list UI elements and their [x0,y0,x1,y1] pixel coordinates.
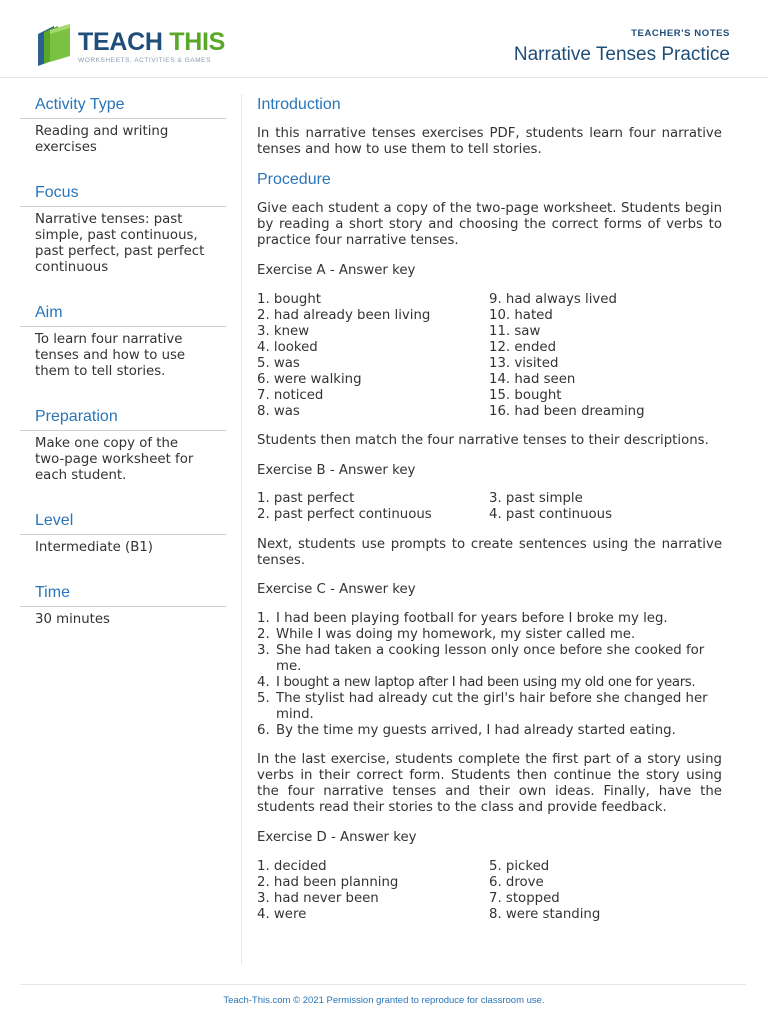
introduction-text: In this narrative tenses exercises PDF, students learn four narrative tenses and how to use them to tell stories. [257,126,722,157]
main-content [257,94,722,923]
answer-item: 8. was [257,404,300,419]
last-exercise-text: In the last exercise, students complete the first part of a story using verbs in their correct form. Students then continue the story using the four narrative tenses and their own ideas. Finally, have the students read their stories to the class and provide feedback. [257,752,722,815]
page-header [0,0,768,78]
introduction-heading: Introduction [257,96,341,113]
sidebar-line: exercises [35,140,97,155]
sidebar-activity-type [20,94,226,182]
answer-column-right [489,491,721,523]
footer-divider [20,984,746,985]
answer-item: 1. decided [257,859,327,874]
procedure-text: Give each student a copy of the two-page worksheet. Students begin by reading a short story and choosing the correct forms of verbs to practice four narrative tenses. [257,201,722,248]
sidebar-body [20,207,226,276]
book-icon [36,24,76,68]
answer-item: 8. were standing [489,907,601,922]
answer-item: 12. ended [489,340,557,355]
sidebar-line: Narrative tenses: past [35,212,183,227]
sidebar-line: past perfect, past perfect [35,244,205,259]
exercise-d-answers [257,859,722,923]
exercise-d-label: Exercise D - Answer key [257,830,417,845]
procedure-heading: Procedure [257,171,331,188]
sidebar-body [20,535,226,556]
item-number: 5. [257,691,270,706]
sidebar-line: To learn four narrative [35,332,183,347]
logo-wordmark [78,28,225,57]
answer-item: 2. had already been living [257,308,431,323]
item-number: 4. [257,675,270,690]
answer-item: 3. had never been [257,891,379,906]
answer-item: 16. had been dreaming [489,404,645,419]
column-divider [241,94,242,964]
sidebar-line: Reading and writing [35,124,169,139]
sidebar-line: two-page worksheet for [35,452,194,467]
item-text: I had been playing football for years before I broke my leg. [276,611,668,626]
sidebar-line: simple, past continuous, [35,228,198,243]
exercise-c-label: Exercise C - Answer key [257,582,416,597]
item-text: By the time my guests arrived, I had already started eating. [276,723,676,738]
answer-item [257,643,722,675]
answer-item: 14. had seen [489,372,576,387]
answer-item: 4. looked [257,340,318,355]
answer-item: 4. were [257,907,307,922]
answer-item [257,723,722,739]
sidebar-line: them to tell stories. [35,364,166,379]
answer-item: 2. past perfect continuous [257,507,432,522]
answer-column-left [257,491,489,523]
answer-column-left [257,292,489,420]
sidebar-heading: Preparation [20,406,226,431]
sidebar-heading: Activity Type [20,94,226,119]
answer-item: 7. stopped [489,891,560,906]
exercise-c-answers [257,611,722,739]
sidebar-line: each student. [35,468,127,483]
item-text: I bought a new laptop after I had been using my old one for years. [276,675,696,690]
item-text: The stylist had already cut the girl's hair before she changed her mind. [276,691,708,722]
exercise-a-answers [257,292,722,420]
sidebar-line: continuous [35,260,109,275]
sidebar-aim [20,302,226,406]
sidebar-heading: Time [20,582,226,607]
answer-item: 10. hated [489,308,553,323]
sidebar-heading: Level [20,510,226,535]
answer-item: 1. bought [257,292,321,307]
answer-item [257,627,722,643]
sidebar-body [20,327,226,380]
answer-item: 13. visited [489,356,559,371]
page-title: Narrative Tenses Practice [513,44,730,65]
answer-item: 1. past perfect [257,491,355,506]
item-number: 2. [257,627,270,642]
item-text: While I was doing my homework, my sister called me. [276,627,636,642]
sidebar-body [20,431,226,484]
answer-item [257,691,722,723]
sidebar-preparation [20,406,226,510]
logo-teach: TEACH [78,28,163,56]
sidebar-time [20,582,226,642]
sidebar-line: Make one copy of the [35,436,179,451]
item-text: She had taken a cooking lesson only once before she cooked for me. [276,643,705,674]
answer-item: 2. had been planning [257,875,399,890]
sidebar-level [20,510,226,582]
teachers-notes-label: TEACHER'S NOTES [631,28,730,39]
logo-tagline: WORKSHEETS, ACTIVITIES & GAMES [78,57,211,64]
answer-item: 6. drove [489,875,544,890]
answer-item: 3. knew [257,324,310,339]
sidebar-body [20,607,226,628]
answer-column-right [489,292,721,420]
answer-item: 9. had always lived [489,292,617,307]
answer-item: 5. picked [489,859,550,874]
teach-this-logo[interactable] [36,24,236,70]
answer-item: 3. past simple [489,491,583,506]
match-text: Students then match the four narrative tenses to their descriptions. [257,433,709,448]
answer-item: 4. past continuous [489,507,612,522]
footer-copyright[interactable]: Teach-This.com © 2021 Permission granted to reproduce for classroom use. [223,995,545,1006]
answer-item: 7. noticed [257,388,324,403]
sidebar-body [20,119,226,156]
sidebar-line: tenses and how to use [35,348,186,363]
exercise-b-label: Exercise B - Answer key [257,463,416,478]
exercise-b-answers [257,491,722,523]
sidebar-focus [20,182,226,302]
exercise-a-label: Exercise A - Answer key [257,263,416,278]
item-number: 3. [257,643,270,658]
item-number: 6. [257,723,270,738]
answer-column-left [257,859,489,923]
sidebar-line: Intermediate (B1) [35,540,153,555]
answer-item [257,675,722,691]
info-sidebar [20,94,226,642]
sidebar-line: 30 minutes [35,612,110,627]
answer-item: 5. was [257,356,300,371]
answer-item: 6. were walking [257,372,362,387]
answer-column-right [489,859,721,923]
sidebar-heading: Focus [20,182,226,207]
sidebar-heading: Aim [20,302,226,327]
next-text: Next, students use prompts to create sentences using the narrative tenses. [257,537,722,568]
item-number: 1. [257,611,270,626]
answer-item: 11. saw [489,324,541,339]
logo-this: THIS [169,28,226,56]
answer-item [257,611,722,627]
answer-item: 15. bought [489,388,562,403]
